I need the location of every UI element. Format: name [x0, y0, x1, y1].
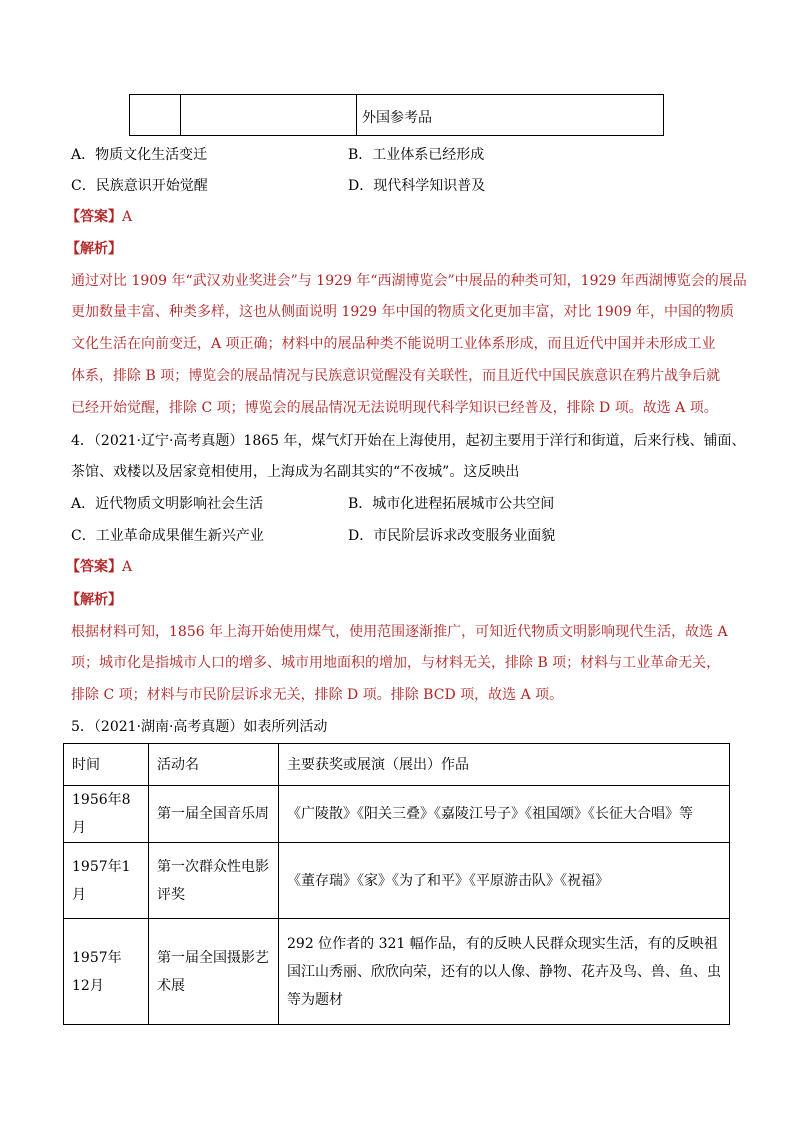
top-table-fragment: [129, 94, 664, 136]
answer-label: 【答案】: [66, 559, 122, 575]
q4-stem-line: 茶馆、戏楼以及居家竟相使用，上海成为名副其实的“不夜城”。这反映出: [71, 464, 520, 480]
q3-option-b: B．工业体系已经形成: [348, 147, 485, 163]
table-cell: 《广陵散》《阳关三叠》《嘉陵江号子》《祖国颂》《长征大合唱》等: [279, 786, 730, 843]
top-table-cell-2: [180, 95, 357, 135]
answer-value: A: [122, 209, 133, 225]
table-header-cell: 时间: [64, 744, 149, 786]
q4-option-d: D．市民阶层诉求改变服务业面貌: [348, 528, 556, 544]
q4-analysis-line: 根据材料可知，1856 年上海开始使用煤气，使用范围逐渐推广，可知近代物质文明影响现代生活，故选 A: [71, 624, 728, 640]
table-cell: 1957年1月: [64, 843, 149, 919]
q3-analysis-line: 更加数量丰富、种类多样，这也从侧面说明 1929 年中国的物质文化更加丰富，对比 1909 年，中国的物质: [71, 304, 735, 320]
table-cell: 1956年8月: [64, 786, 149, 843]
q3-analysis-label: 【解析】: [66, 241, 122, 257]
table-row: [64, 843, 730, 919]
table-row: [64, 786, 730, 843]
table-row: [64, 919, 730, 1025]
q3-option-c: C．民族意识开始觉醒: [71, 178, 208, 194]
table-cell: 第一次群众性电影评奖: [149, 843, 279, 919]
q3-analysis-line: 已经开始觉醒，排除 C 项；博览会的展品情况无法说明现代科学知识已经普及，排除 D 项。故选 A 项。: [71, 400, 718, 416]
q4-answer: [66, 557, 132, 577]
q4-stem-line: 4．（2021·辽宁·高考真题）1865 年，煤气灯开始在上海使用，起初主要用于洋行和街道，后来行栈、铺面、: [71, 433, 746, 449]
table-header-row: [64, 744, 730, 786]
q4-analysis-line: 排除 C 项；材料与市民阶层诉求无关，排除 D 项。排除 BCD 项，故选 A 项。: [71, 687, 564, 703]
q5-table: [63, 743, 730, 1025]
table-header-cell: 活动名: [149, 744, 279, 786]
q3-analysis-line: 体系，排除 B 项；博览会的展品情况与民族意识觉醒没有关联性，而且近代中国民族意识在鸦片战争后就: [71, 368, 721, 384]
table-cell: 第一届全国音乐周: [149, 786, 279, 843]
q3-option-d: D．现代科学知识普及: [348, 178, 486, 194]
top-table-cell-1: [130, 95, 181, 135]
q4-option-a: A．近代物质文明影响社会生活: [71, 496, 264, 512]
table-cell: 《董存瑞》《家》《为了和平》《平原游击队》《祝福》: [279, 843, 730, 919]
answer-label: 【答案】: [66, 209, 122, 225]
table-cell: 第一届全国摄影艺术展: [149, 919, 279, 1025]
q4-option-b: B．城市化进程拓展城市公共空间: [348, 496, 555, 512]
q3-analysis-line: 文化生活在向前变迁，A 项正确；材料中的展品种类不能说明工业体系形成，而且近代中国并未形成工业: [71, 336, 716, 352]
q3-option-a: A．物质文化生活变迁: [71, 147, 208, 163]
q3-analysis-line: 通过对比 1909 年“武汉劝业奖进会”与 1929 年“西湖博览会”中展品的种类可知，1929 年西湖博览会的展品: [71, 273, 747, 289]
q4-option-c: C．工业革命成果催生新兴产业: [71, 528, 264, 544]
q4-analysis-label: 【解析】: [66, 592, 122, 608]
top-table-cell-3: 外国参考品: [362, 110, 432, 126]
q4-analysis-line: 项；城市化是指城市人口的增多、城市用地面积的增加，与材料无关，排除 B 项；材料与工业革命无关，: [71, 655, 721, 671]
table-header-cell: 主要获奖或展演（展出）作品: [279, 744, 730, 786]
table-cell: 292 位作者的 321 幅作品，有的反映人民群众现实生活，有的反映祖国江山秀丽、欣欣向荣，还有的以人像、静物、花卉及鸟、兽、鱼、虫等为题材: [279, 919, 730, 1025]
answer-value: A: [122, 559, 133, 575]
table-cell: 1957年 12月: [64, 919, 149, 1025]
q5-stem: 5．（2021·湖南·高考真题）如表所列活动: [71, 719, 328, 735]
q3-answer: [66, 207, 132, 227]
